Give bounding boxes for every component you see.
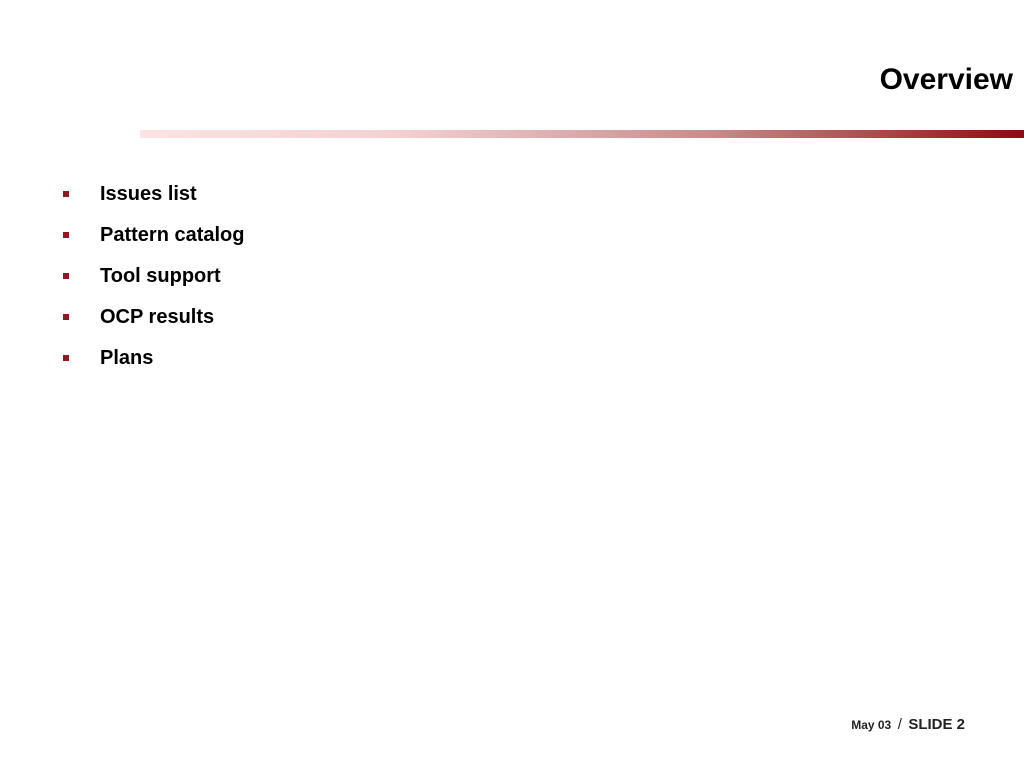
square-bullet-icon — [63, 355, 69, 361]
bullet-item — [0, 338, 400, 379]
square-bullet-icon — [63, 232, 69, 238]
bullet-item — [0, 174, 400, 215]
footer-date: May 03 — [851, 718, 892, 732]
bullet-text: Plans — [100, 347, 154, 369]
bullet-item — [0, 215, 400, 256]
square-bullet-icon — [63, 314, 69, 320]
slide-title: Overview — [879, 63, 1013, 96]
bullet-item — [0, 256, 400, 297]
bullet-item — [0, 297, 400, 338]
slide-number: SLIDE 2 — [908, 716, 965, 733]
title-divider — [140, 130, 1024, 138]
bullet-text: Issues list — [100, 183, 197, 205]
bullet-list — [0, 174, 400, 379]
square-bullet-icon — [63, 273, 69, 279]
bullet-text: Tool support — [100, 265, 221, 287]
bullet-text: OCP results — [100, 306, 215, 328]
bullet-text: Pattern catalog — [100, 224, 245, 246]
footer-separator: / — [897, 716, 902, 733]
slide-footer — [851, 714, 965, 736]
square-bullet-icon — [63, 191, 69, 197]
